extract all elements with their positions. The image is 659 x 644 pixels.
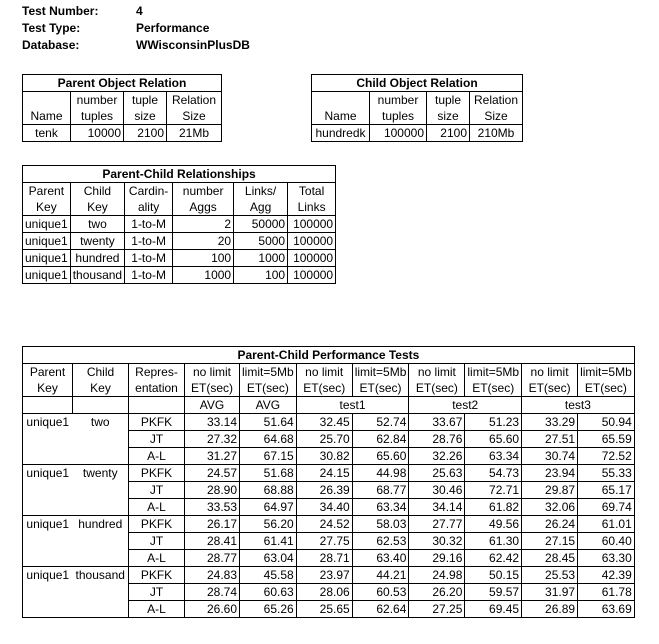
- table-row: [23, 431, 635, 448]
- table-row: [23, 482, 635, 499]
- et-value-cell: 50.94: [578, 414, 635, 431]
- test1-header: test1: [296, 397, 409, 414]
- header-cell: tuples: [370, 108, 427, 125]
- header-cell: Size: [167, 108, 222, 125]
- table-row: [23, 601, 635, 618]
- table-row: [23, 550, 635, 567]
- table-row: [23, 267, 336, 284]
- header-cell: limit=5Mb: [352, 364, 409, 381]
- representation-cell: A-L: [129, 499, 185, 516]
- et-value-cell: 24.83: [185, 567, 240, 584]
- et-value-cell: 62.53: [352, 533, 409, 550]
- child-key-cell: [73, 499, 129, 516]
- parent-key-cell: [23, 431, 73, 448]
- et-value-cell: 65.60: [465, 431, 522, 448]
- et-value-cell: 28.41: [185, 533, 240, 550]
- header-cell: Parent: [23, 364, 73, 381]
- child-key-cell: [73, 601, 129, 618]
- header-cell: Key: [73, 380, 129, 397]
- header-cell: tuple: [427, 92, 470, 109]
- child-object-title: Child Object Relation: [312, 75, 523, 92]
- cell: 1-to-M: [125, 267, 173, 284]
- cell: 2: [173, 216, 234, 233]
- et-value-cell: 28.74: [185, 584, 240, 601]
- et-value-cell: 24.15: [296, 465, 352, 482]
- representation-cell: JT: [129, 482, 185, 499]
- header-cell: number: [71, 92, 124, 109]
- child-object-relation-table: [311, 74, 523, 142]
- parent-object-title: Parent Object Relation: [23, 75, 222, 92]
- child-key-cell: thousand: [73, 567, 129, 584]
- et-value-cell: 50.15: [465, 567, 522, 584]
- header-cell: ET(sec): [578, 380, 635, 397]
- et-value-cell: 32.06: [522, 499, 578, 516]
- et-value-cell: 62.42: [465, 550, 522, 567]
- et-value-cell: 67.15: [240, 448, 297, 465]
- et-value-cell: 69.74: [578, 499, 635, 516]
- representation-cell: JT: [129, 431, 185, 448]
- header-cell: Aggs: [173, 199, 234, 216]
- header-cell: Cardin-: [125, 183, 173, 200]
- header-cell: [312, 92, 370, 109]
- table-row: [23, 516, 635, 533]
- test2-header: test2: [409, 397, 522, 414]
- et-value-cell: 45.58: [240, 567, 297, 584]
- cell: 2100: [124, 125, 167, 142]
- et-value-cell: 28.76: [409, 431, 465, 448]
- table-row: [23, 584, 635, 601]
- et-value-cell: 44.21: [352, 567, 409, 584]
- parent-key-cell: [23, 584, 73, 601]
- parent-key-cell: [23, 601, 73, 618]
- et-value-cell: 72.71: [465, 482, 522, 499]
- table-row: [312, 125, 523, 142]
- child-key-cell: [73, 448, 129, 465]
- et-value-cell: 61.41: [240, 533, 297, 550]
- header-cell: ET(sec): [296, 380, 352, 397]
- parent-key-cell: [23, 499, 73, 516]
- et-value-cell: 60.40: [578, 533, 635, 550]
- et-value-cell: 55.33: [578, 465, 635, 482]
- header-cell: Relation: [167, 92, 222, 109]
- et-value-cell: 25.65: [296, 601, 352, 618]
- representation-cell: JT: [129, 584, 185, 601]
- et-value-cell: 29.87: [522, 482, 578, 499]
- representation-cell: A-L: [129, 448, 185, 465]
- header-cell: ET(sec): [240, 380, 297, 397]
- et-value-cell: 28.06: [296, 584, 352, 601]
- et-value-cell: 30.46: [409, 482, 465, 499]
- et-value-cell: 31.97: [522, 584, 578, 601]
- representation-cell: A-L: [129, 601, 185, 618]
- relationships-title: Parent-Child Relationships: [23, 166, 336, 183]
- header-cell: Links/: [234, 183, 288, 200]
- et-value-cell: 64.68: [240, 431, 297, 448]
- et-value-cell: 28.45: [522, 550, 578, 567]
- et-value-cell: 33.53: [185, 499, 240, 516]
- child-key-cell: hundred: [73, 516, 129, 533]
- child-key-cell: two: [73, 414, 129, 431]
- header-cell: ality: [125, 199, 173, 216]
- header-cell: ET(sec): [465, 380, 522, 397]
- table-row: [23, 533, 635, 550]
- parent-key-cell: [23, 448, 73, 465]
- table-row: [23, 233, 336, 250]
- header-cell: number: [370, 92, 427, 109]
- cell: 210Mb: [470, 125, 523, 142]
- et-value-cell: 34.40: [296, 499, 352, 516]
- parent-key-cell: [23, 482, 73, 499]
- et-value-cell: 64.97: [240, 499, 297, 516]
- header-cell: ET(sec): [409, 380, 465, 397]
- et-value-cell: 24.57: [185, 465, 240, 482]
- cell: unique1: [23, 267, 71, 284]
- et-value-cell: 29.16: [409, 550, 465, 567]
- et-value-cell: 34.14: [409, 499, 465, 516]
- et-value-cell: 54.73: [465, 465, 522, 482]
- header-cell: limit=5Mb: [578, 364, 635, 381]
- et-value-cell: 51.64: [240, 414, 297, 431]
- et-value-cell: 24.98: [409, 567, 465, 584]
- et-value-cell: 65.26: [240, 601, 297, 618]
- et-value-cell: 27.15: [522, 533, 578, 550]
- representation-cell: PKFK: [129, 567, 185, 584]
- et-value-cell: 33.14: [185, 414, 240, 431]
- et-value-cell: 60.63: [240, 584, 297, 601]
- header-cell: Name: [312, 108, 370, 125]
- et-value-cell: 51.23: [465, 414, 522, 431]
- et-value-cell: 63.30: [578, 550, 635, 567]
- parent-key-cell: unique1: [23, 567, 73, 584]
- et-value-cell: 26.17: [185, 516, 240, 533]
- et-value-cell: 23.94: [522, 465, 578, 482]
- cell: 50000: [234, 216, 288, 233]
- et-value-cell: 33.67: [409, 414, 465, 431]
- cell: 20: [173, 233, 234, 250]
- header-cell: no limit: [185, 364, 240, 381]
- header-cell: ET(sec): [185, 380, 240, 397]
- et-value-cell: 32.45: [296, 414, 352, 431]
- et-value-cell: 61.78: [578, 584, 635, 601]
- et-value-cell: 25.63: [409, 465, 465, 482]
- et-value-cell: 61.82: [465, 499, 522, 516]
- header-cell: ET(sec): [352, 380, 409, 397]
- et-value-cell: 65.60: [352, 448, 409, 465]
- header-cell: Child: [70, 183, 124, 200]
- et-value-cell: 26.89: [522, 601, 578, 618]
- parent-key-cell: [23, 533, 73, 550]
- cell: 100000: [288, 267, 336, 284]
- et-value-cell: 63.40: [352, 550, 409, 567]
- et-value-cell: 28.90: [185, 482, 240, 499]
- header-cell: Key: [23, 199, 71, 216]
- et-value-cell: 24.52: [296, 516, 352, 533]
- cell: 1-to-M: [125, 233, 173, 250]
- cell: 2100: [427, 125, 470, 142]
- cell: tenk: [23, 125, 71, 142]
- cell: unique1: [23, 216, 71, 233]
- cell: 21Mb: [167, 125, 222, 142]
- et-value-cell: 56.20: [240, 516, 297, 533]
- table-row: [23, 125, 222, 142]
- cell: 1000: [234, 250, 288, 267]
- header-cell: limit=5Mb: [465, 364, 522, 381]
- cell: hundred: [70, 250, 124, 267]
- representation-cell: A-L: [129, 550, 185, 567]
- test-number-value: 4: [136, 4, 143, 18]
- test-number-label: Test Number:: [22, 4, 99, 18]
- header-cell: [23, 92, 71, 109]
- representation-cell: PKFK: [129, 465, 185, 482]
- et-value-cell: 26.39: [296, 482, 352, 499]
- et-value-cell: 25.53: [522, 567, 578, 584]
- et-value-cell: 27.51: [522, 431, 578, 448]
- et-value-cell: 69.45: [465, 601, 522, 618]
- cell: 1-to-M: [125, 250, 173, 267]
- representation-cell: PKFK: [129, 516, 185, 533]
- et-value-cell: 44.98: [352, 465, 409, 482]
- child-key-cell: [73, 584, 129, 601]
- relationships-table: [22, 165, 336, 284]
- et-value-cell: 30.32: [409, 533, 465, 550]
- et-value-cell: 52.74: [352, 414, 409, 431]
- et-value-cell: 42.39: [578, 567, 635, 584]
- table-row: [23, 567, 635, 584]
- representation-cell: JT: [129, 533, 185, 550]
- table-row: [23, 465, 635, 482]
- et-value-cell: 25.70: [296, 431, 352, 448]
- header-cell: limit=5Mb: [240, 364, 297, 381]
- header-cell: Relation: [470, 92, 523, 109]
- cell: 100: [234, 267, 288, 284]
- database-value: WWisconsinPlusDB: [136, 38, 250, 52]
- et-value-cell: 60.53: [352, 584, 409, 601]
- et-value-cell: 65.17: [578, 482, 635, 499]
- et-value-cell: 26.20: [409, 584, 465, 601]
- parent-key-cell: [23, 550, 73, 567]
- et-value-cell: 27.75: [296, 533, 352, 550]
- table-row: [23, 414, 635, 431]
- cell: unique1: [23, 250, 71, 267]
- parent-key-cell: unique1: [23, 414, 73, 431]
- cell: two: [70, 216, 124, 233]
- et-value-cell: 27.32: [185, 431, 240, 448]
- parent-key-cell: unique1: [23, 465, 73, 482]
- et-value-cell: 63.34: [352, 499, 409, 516]
- cell: 5000: [234, 233, 288, 250]
- representation-cell: PKFK: [129, 414, 185, 431]
- et-value-cell: 26.60: [185, 601, 240, 618]
- et-value-cell: 27.25: [409, 601, 465, 618]
- test-type-label: Test Type:: [22, 21, 81, 35]
- et-value-cell: 30.74: [522, 448, 578, 465]
- parent-key-cell: unique1: [23, 516, 73, 533]
- et-value-cell: 23.97: [296, 567, 352, 584]
- cell: 10000: [71, 125, 124, 142]
- header-cell: number: [173, 183, 234, 200]
- et-value-cell: 61.01: [578, 516, 635, 533]
- et-value-cell: 63.04: [240, 550, 297, 567]
- table-row: [23, 499, 635, 516]
- cell: 1000: [173, 267, 234, 284]
- cell: thousand: [70, 267, 124, 284]
- et-value-cell: 63.34: [465, 448, 522, 465]
- header-cell: tuples: [71, 108, 124, 125]
- cell: 100000: [288, 250, 336, 267]
- cell: twenty: [70, 233, 124, 250]
- et-value-cell: 33.29: [522, 414, 578, 431]
- header-cell: Key: [23, 380, 73, 397]
- header-cell: size: [427, 108, 470, 125]
- et-value-cell: 30.82: [296, 448, 352, 465]
- cell: 100000: [288, 216, 336, 233]
- header-cell: no limit: [296, 364, 352, 381]
- table-row: [23, 448, 635, 465]
- cell: 1-to-M: [125, 216, 173, 233]
- header-cell: Links: [288, 199, 336, 216]
- header-cell: Repres-: [129, 364, 185, 381]
- child-key-cell: [73, 550, 129, 567]
- cell: 100: [173, 250, 234, 267]
- et-value-cell: 62.84: [352, 431, 409, 448]
- test3-header: test3: [522, 397, 635, 414]
- parent-object-relation-table: [22, 74, 222, 142]
- avg-header: AVG: [240, 397, 297, 414]
- et-value-cell: 59.57: [465, 584, 522, 601]
- et-value-cell: 58.03: [352, 516, 409, 533]
- et-value-cell: 68.77: [352, 482, 409, 499]
- et-value-cell: 28.71: [296, 550, 352, 567]
- table-row: [23, 216, 336, 233]
- performance-tests-table: [22, 346, 635, 618]
- header-cell: no limit: [522, 364, 578, 381]
- header-cell: Size: [470, 108, 523, 125]
- header-cell: size: [124, 108, 167, 125]
- et-value-cell: 72.52: [578, 448, 635, 465]
- et-value-cell: 32.26: [409, 448, 465, 465]
- et-value-cell: 27.77: [409, 516, 465, 533]
- et-value-cell: 63.69: [578, 601, 635, 618]
- header-cell: Key: [70, 199, 124, 216]
- et-value-cell: 31.27: [185, 448, 240, 465]
- cell: unique1: [23, 233, 71, 250]
- et-value-cell: 68.88: [240, 482, 297, 499]
- header-cell: Child: [73, 364, 129, 381]
- header-cell: Parent: [23, 183, 71, 200]
- avg-header: AVG: [185, 397, 240, 414]
- et-value-cell: 61.30: [465, 533, 522, 550]
- header-cell: ET(sec): [522, 380, 578, 397]
- cell: hundredk: [312, 125, 370, 142]
- table-row: [23, 250, 336, 267]
- child-key-cell: [73, 431, 129, 448]
- header-cell: tuple: [124, 92, 167, 109]
- child-key-cell: [73, 533, 129, 550]
- test-type-value: Performance: [136, 21, 210, 35]
- et-value-cell: 51.68: [240, 465, 297, 482]
- header-cell: Name: [23, 108, 71, 125]
- header-cell: no limit: [409, 364, 465, 381]
- et-value-cell: 65.59: [578, 431, 635, 448]
- header-cell: Total: [288, 183, 336, 200]
- child-key-cell: twenty: [73, 465, 129, 482]
- et-value-cell: 62.64: [352, 601, 409, 618]
- test-meta: [22, 3, 250, 54]
- header-cell: Agg: [234, 199, 288, 216]
- performance-title: Parent-Child Performance Tests: [23, 347, 635, 364]
- et-value-cell: 49.56: [465, 516, 522, 533]
- database-label: Database:: [22, 38, 80, 52]
- cell: 100000: [370, 125, 427, 142]
- cell: 100000: [288, 233, 336, 250]
- header-cell: entation: [129, 380, 185, 397]
- et-value-cell: 26.24: [522, 516, 578, 533]
- child-key-cell: [73, 482, 129, 499]
- et-value-cell: 28.77: [185, 550, 240, 567]
